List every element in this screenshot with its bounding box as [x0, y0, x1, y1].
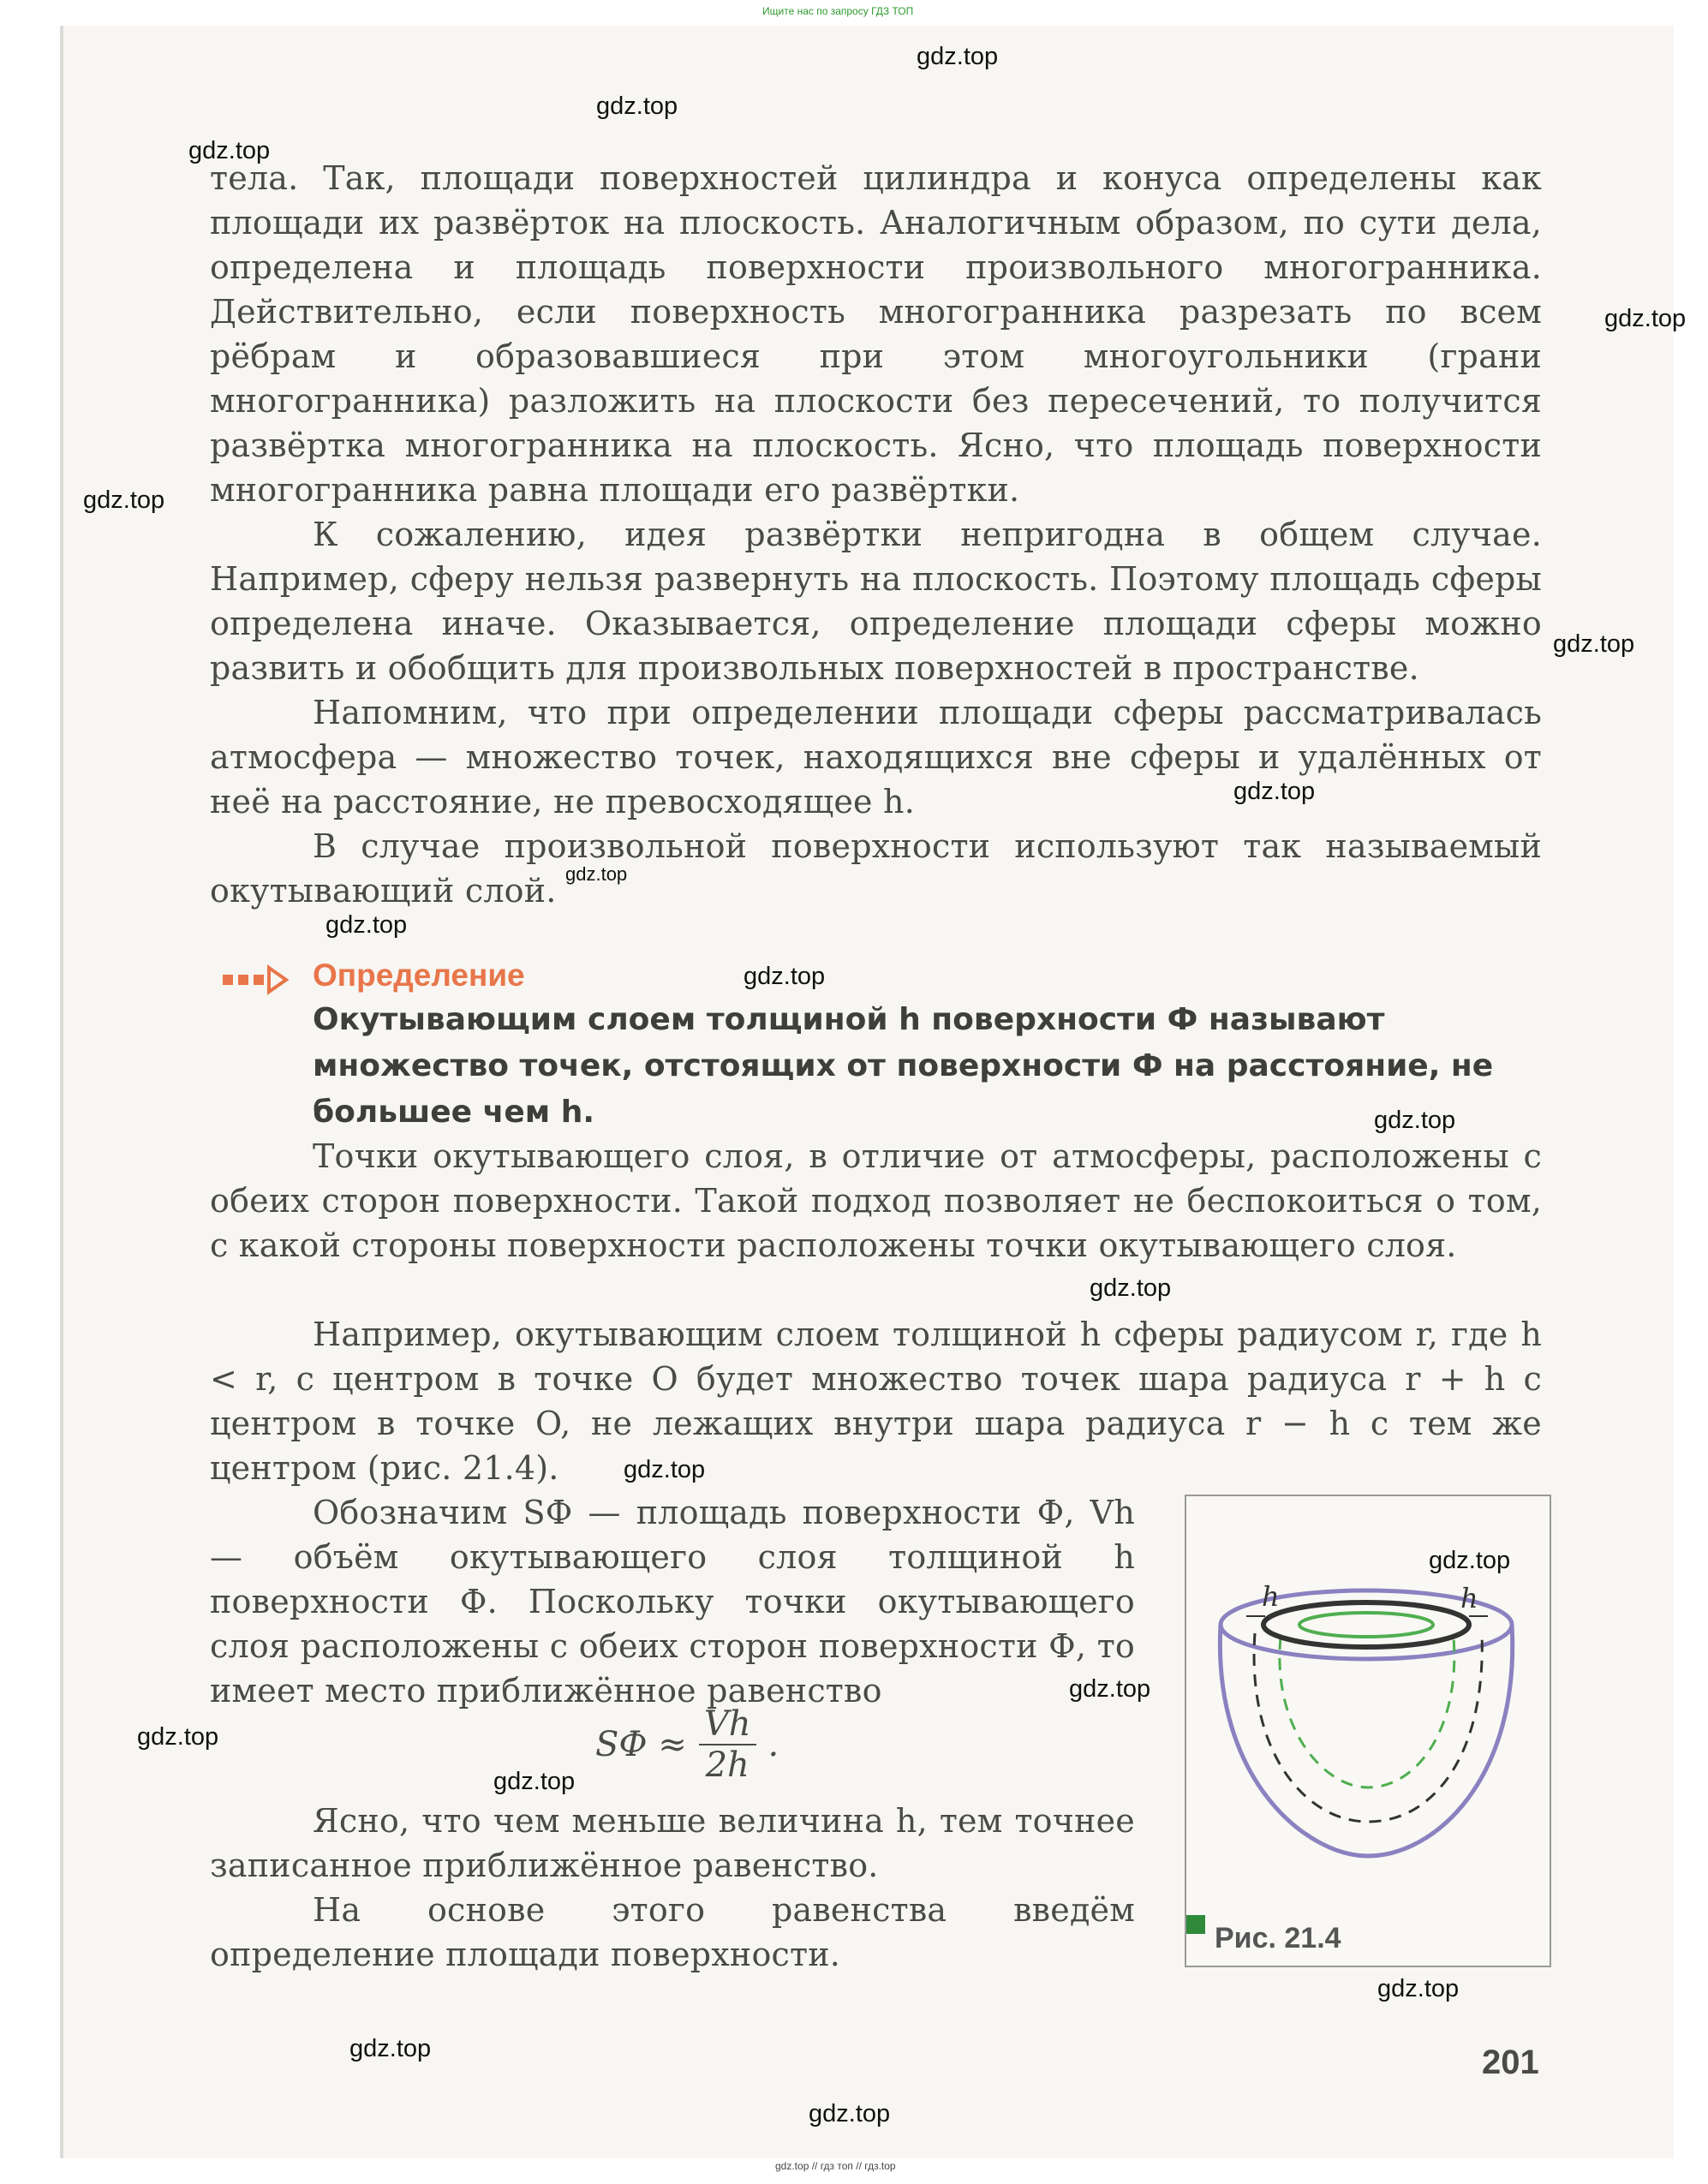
- watermark: gdz.top: [1090, 1274, 1172, 1302]
- watermark: gdz.top: [1604, 305, 1687, 332]
- watermark: gdz.top: [624, 1456, 706, 1483]
- watermark: gdz.top: [83, 486, 165, 514]
- paragraph-4: В случае произвольной поверхности используют так называемый окутывающий слой.: [210, 827, 1542, 910]
- formula-tail: .: [767, 1725, 779, 1764]
- paragraph-5: Точки окутывающего слоя, в отличие от атмосферы, расположены с обеих сторон поверхности. Такой подход позволяет не беспокоиться о том, с какой стороны поверхности расположены точки окутывающего слоя.: [210, 1137, 1542, 1264]
- watermark: gdz.top: [809, 2100, 891, 2127]
- formula-lhs: SФ ≈: [595, 1725, 687, 1764]
- watermark: gdz.top: [188, 137, 271, 164]
- watermark: gdz.top: [596, 92, 678, 120]
- watermark: gdz.top: [349, 2035, 432, 2062]
- watermark: gdz.top: [1553, 630, 1635, 658]
- watermark: gdz.top: [1233, 778, 1316, 805]
- figure-label-h-left: h: [1262, 1580, 1280, 1613]
- paragraph-6: Например, окутывающим слоем толщиной h сферы радиусом r, где h < r, с центром в точке O будет множество точек шара радиуса r + h с центром в точке O, не лежащих внутри шара радиуса r − h с тем же центром (рис. 21.4).: [210, 1316, 1542, 1487]
- watermark: gdz.top: [1069, 1675, 1151, 1703]
- formula-fraction: [699, 1704, 756, 1785]
- figure-label-h-right: h: [1460, 1582, 1478, 1614]
- paragraph-8: Ясно, что чем меньше величина h, тем точнее записанное приближённое равенство.: [210, 1802, 1135, 1884]
- approx-formula: [595, 1704, 779, 1785]
- footer-note: gdz.top // гдз топ // гдз.top: [775, 2160, 896, 2172]
- watermark: gdz.top: [493, 1768, 576, 1795]
- watermark: gdz.top: [1377, 1975, 1460, 2002]
- formula-denominator: 2h: [705, 1745, 749, 1785]
- paragraph-1: тела. Так, площади поверхностей цилиндра и конуса определены как площади их развёрток на плоскость. Аналогичным образом, по сути дела, определена и площадь поверхности произвольного многогранника. Действительно, если поверхность многогранника разрезать по всем рёбрам и образовавшиеся при этом многоугольники (грани многогранника) разложить на плоскости без пересечений, то получится развёртка многогранника на плоскость. Ясно, что площадь поверхности многогранника равна площади его развёртки.: [210, 159, 1542, 509]
- watermark: gdz.top: [744, 963, 826, 990]
- header-note: Ищите нас по запросу ГДЗ ТОП: [762, 5, 914, 17]
- figure-marker: [1186, 1915, 1205, 1934]
- definition-text: Окутывающим слоем толщиной h поверхности Ф называют множество точек, отстоящих от поверхности Ф на расстояние, не большее чем h.: [313, 1002, 1494, 1130]
- page-number: 201: [1482, 2044, 1539, 2081]
- watermark: gdz.top: [1374, 1107, 1456, 1134]
- paragraph-7: Обозначим SФ — площадь поверхности Ф, Vh — объём окутывающего слоя толщиной h поверхности Ф. Поскольку точки окутывающего слоя расположены с обеих сторон поверхности Ф, то имеет место приближённое равенство: [210, 1494, 1135, 1710]
- watermark: gdz.top: [325, 911, 408, 939]
- watermark: gdz.top: [565, 863, 628, 885]
- figure-caption: Рис. 21.4: [1215, 1922, 1341, 1954]
- paragraph-2: К сожалению, идея развёртки непригодна в общем случае. Например, сферу нельзя развернуть на плоскость. Поэтому площадь сферы определена иначе. Оказывается, определение площади сферы можно развить и обобщить для произвольных поверхностей в пространстве.: [210, 516, 1542, 687]
- paragraph-3: Напомним, что при определении площади сферы рассматривалась атмосфера — множество точек, находящихся вне сферы и удалённых от неё на расстояние, не превосходящее h.: [210, 694, 1542, 820]
- definition-arrow-icon: [221, 964, 290, 995]
- formula-numerator: Vh: [699, 1704, 756, 1745]
- watermark: gdz.top: [137, 1723, 219, 1751]
- watermark: gdz.top: [917, 43, 999, 70]
- paragraph-9: На основе этого равенства введём определение площади поверхности.: [210, 1891, 1135, 1973]
- definition-title: Определение: [313, 958, 525, 993]
- watermark: gdz.top: [1429, 1547, 1511, 1574]
